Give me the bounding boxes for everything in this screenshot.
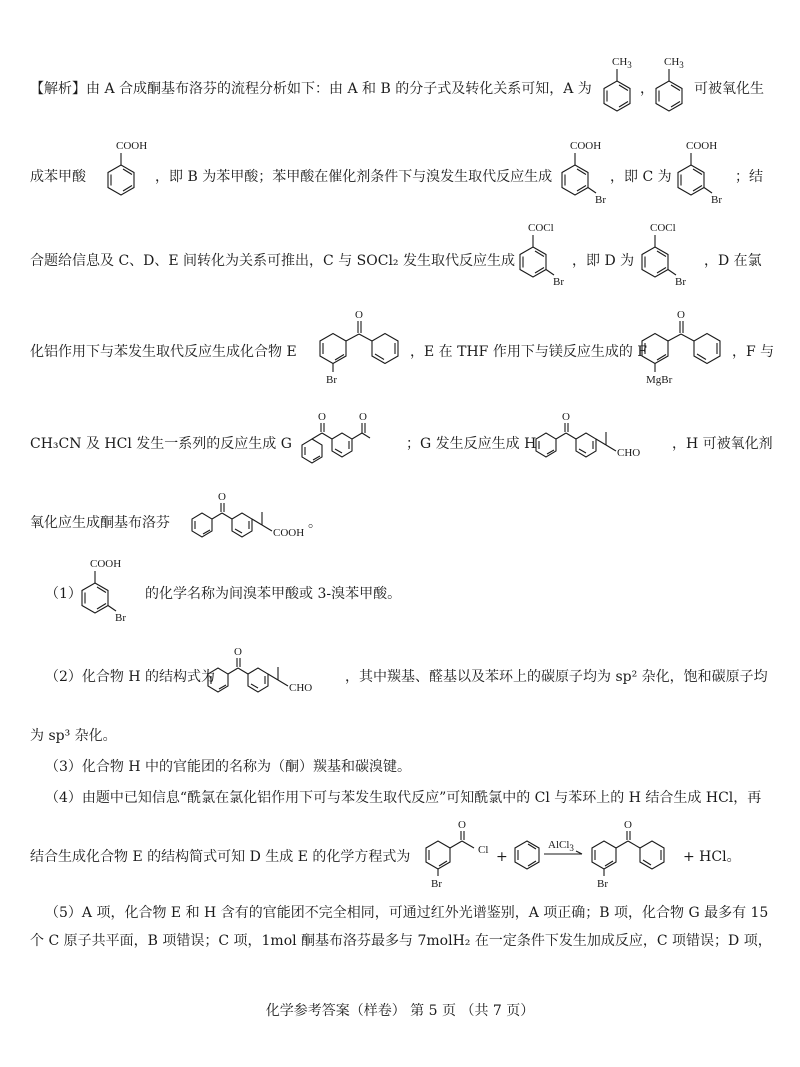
text-line-1b: ， (640, 81, 654, 97)
svg-text:COCl: COCl (650, 222, 676, 234)
text-line-2d: ；结 (735, 169, 763, 185)
compound-f-structure (640, 308, 735, 390)
svg-text:COOH: COOH (116, 140, 148, 152)
compound-e-structure (318, 308, 413, 390)
acyl-chloride-structure (518, 222, 578, 294)
equation-hcl: + HCl。 (683, 849, 741, 865)
text-line-3a: 合题给信息及 C、D、E 间转化为关系可推出，C 与 SOCl₂ 发生取代反应生成 (30, 253, 515, 269)
svg-text:MgBr: MgBr (646, 374, 673, 386)
compound-h-structure (524, 410, 664, 472)
q5-text-a: （5）A 项，化合物 E 和 H 含有的官能团不完全相同，可通过红外光谱鉴别，A 项正确；B 项，化合物 G 最多有 15 (45, 905, 769, 921)
text-line-3c: ，D 在氯 (704, 253, 762, 269)
q4-text-b: 结合生成化合物 E 的结构简式可知 D 生成 E 的化学方程式为 (30, 849, 411, 865)
equation-benzene (510, 838, 544, 872)
toluene-structure-2 (650, 56, 690, 118)
svg-text:Br: Br (597, 878, 608, 890)
svg-text:AlCl3: AlCl$_3$ (548, 839, 574, 853)
text-line-5a: CH₃CN 及 HCl 发生一系列的反应生成 G (30, 436, 292, 452)
svg-text:Br: Br (115, 612, 126, 624)
equation-product-e (586, 818, 681, 893)
text-line-6a: 氧化应生成酮基布洛芬 (30, 515, 170, 531)
svg-text:O: O (677, 309, 685, 321)
text-line-2b: ，即 B 为苯甲酸；苯甲酸在催化剂条件下与溴发生取代反应生成 (155, 169, 553, 185)
svg-text:O: O (359, 411, 367, 423)
compound-c-structure (676, 140, 736, 210)
benzoic-acid-structure (100, 140, 160, 205)
text-line-1c: 可被氧化生 (694, 81, 764, 97)
reaction-arrow (542, 838, 584, 860)
text-line-5c: ，H 可被氧化剂 (672, 436, 773, 452)
svg-text:COCl: COCl (528, 222, 554, 234)
svg-text:Br: Br (675, 276, 686, 288)
q1-label: （1） (45, 586, 82, 602)
text-line-4c: ，F 与 (732, 344, 775, 360)
svg-text:O: O (355, 309, 363, 321)
page-footer: 化学参考答案（样卷） 第 5 页 （共 7 页） (265, 1003, 535, 1019)
text-line-4b: ，E 在 THF 作用下与镁反应生成的 F (410, 344, 647, 360)
q1-bromobenzoic-acid (80, 558, 140, 628)
q4-text-a: （4）由题中已知信息“酰氯在氯化铝作用下可与苯发生取代反应”可知酰氯中的 Cl 与苯环上的 H 结合生成 HCl，再 (45, 790, 762, 806)
svg-text:COOH: COOH (570, 140, 602, 152)
svg-text:O: O (624, 819, 632, 831)
q2-text-a: （2）化合物 H 的结构式为 (45, 669, 216, 685)
svg-text:COOH: COOH (686, 140, 718, 152)
ch3-label: $CH_3$ (612, 56, 632, 70)
toluene-structure (598, 56, 638, 118)
svg-text:Br: Br (595, 194, 606, 206)
q3-text: （3）化合物 H 中的官能团的名称为（酮）羰基和碳溴键。 (45, 759, 412, 775)
q2-text-b: ，其中羰基、醛基以及苯环上的碳原子均为 sp² 杂化，饱和碳原子均 (345, 669, 768, 685)
svg-text:Br: Br (553, 276, 564, 288)
q5-text-b: 个 C 原子共平面，B 项错误；C 项，1mol 酮基布洛芬最多与 7molH₂ 在一定条件下发生加成反应，C 项错误；D 项， (30, 933, 772, 949)
compound-g-structure (300, 410, 412, 472)
svg-text:Cl: Cl (478, 844, 489, 856)
svg-text:CHO: CHO (289, 682, 313, 694)
q1-text: 的化学名称为间溴苯甲酸或 3-溴苯甲酸。 (145, 586, 402, 602)
compound-d-structure (640, 222, 700, 294)
svg-text:Br: Br (431, 878, 442, 890)
text-line-4a: 化铝作用下与苯发生取代反应生成化合物 E (30, 344, 297, 360)
svg-text:O: O (318, 411, 326, 423)
svg-text:O: O (458, 819, 466, 831)
text-line-6b: 。 (308, 515, 322, 531)
svg-text:CHO: CHO (617, 447, 641, 459)
q2-compound-h (196, 645, 341, 707)
text-line-5b: ；G 发生反应生成 H (406, 436, 537, 452)
text-line-1a: 【解析】由 A 合成酮基布洛芬的流程分析如下：由 A 和 B 的分子式及转化关系可知，A 为 (30, 81, 592, 97)
q2-text-c: 为 sp³ 杂化。 (30, 728, 117, 744)
svg-text:O: O (234, 646, 242, 658)
svg-text:COOH: COOH (90, 558, 122, 570)
text-line-3b: ，即 D 为 (572, 253, 635, 269)
svg-text:Br: Br (711, 194, 722, 206)
text-line-2c: ，即 C 为 (610, 169, 672, 185)
text-line-2a: 成苯甲酸 (30, 169, 86, 185)
svg-text:Br: Br (326, 374, 337, 386)
plus-sign: + (496, 849, 508, 865)
svg-text:CH3: $CH_3$ (664, 56, 684, 70)
svg-text:COOH: COOH (273, 527, 305, 539)
svg-text:O: O (218, 491, 226, 503)
svg-text:O: O (562, 411, 570, 423)
